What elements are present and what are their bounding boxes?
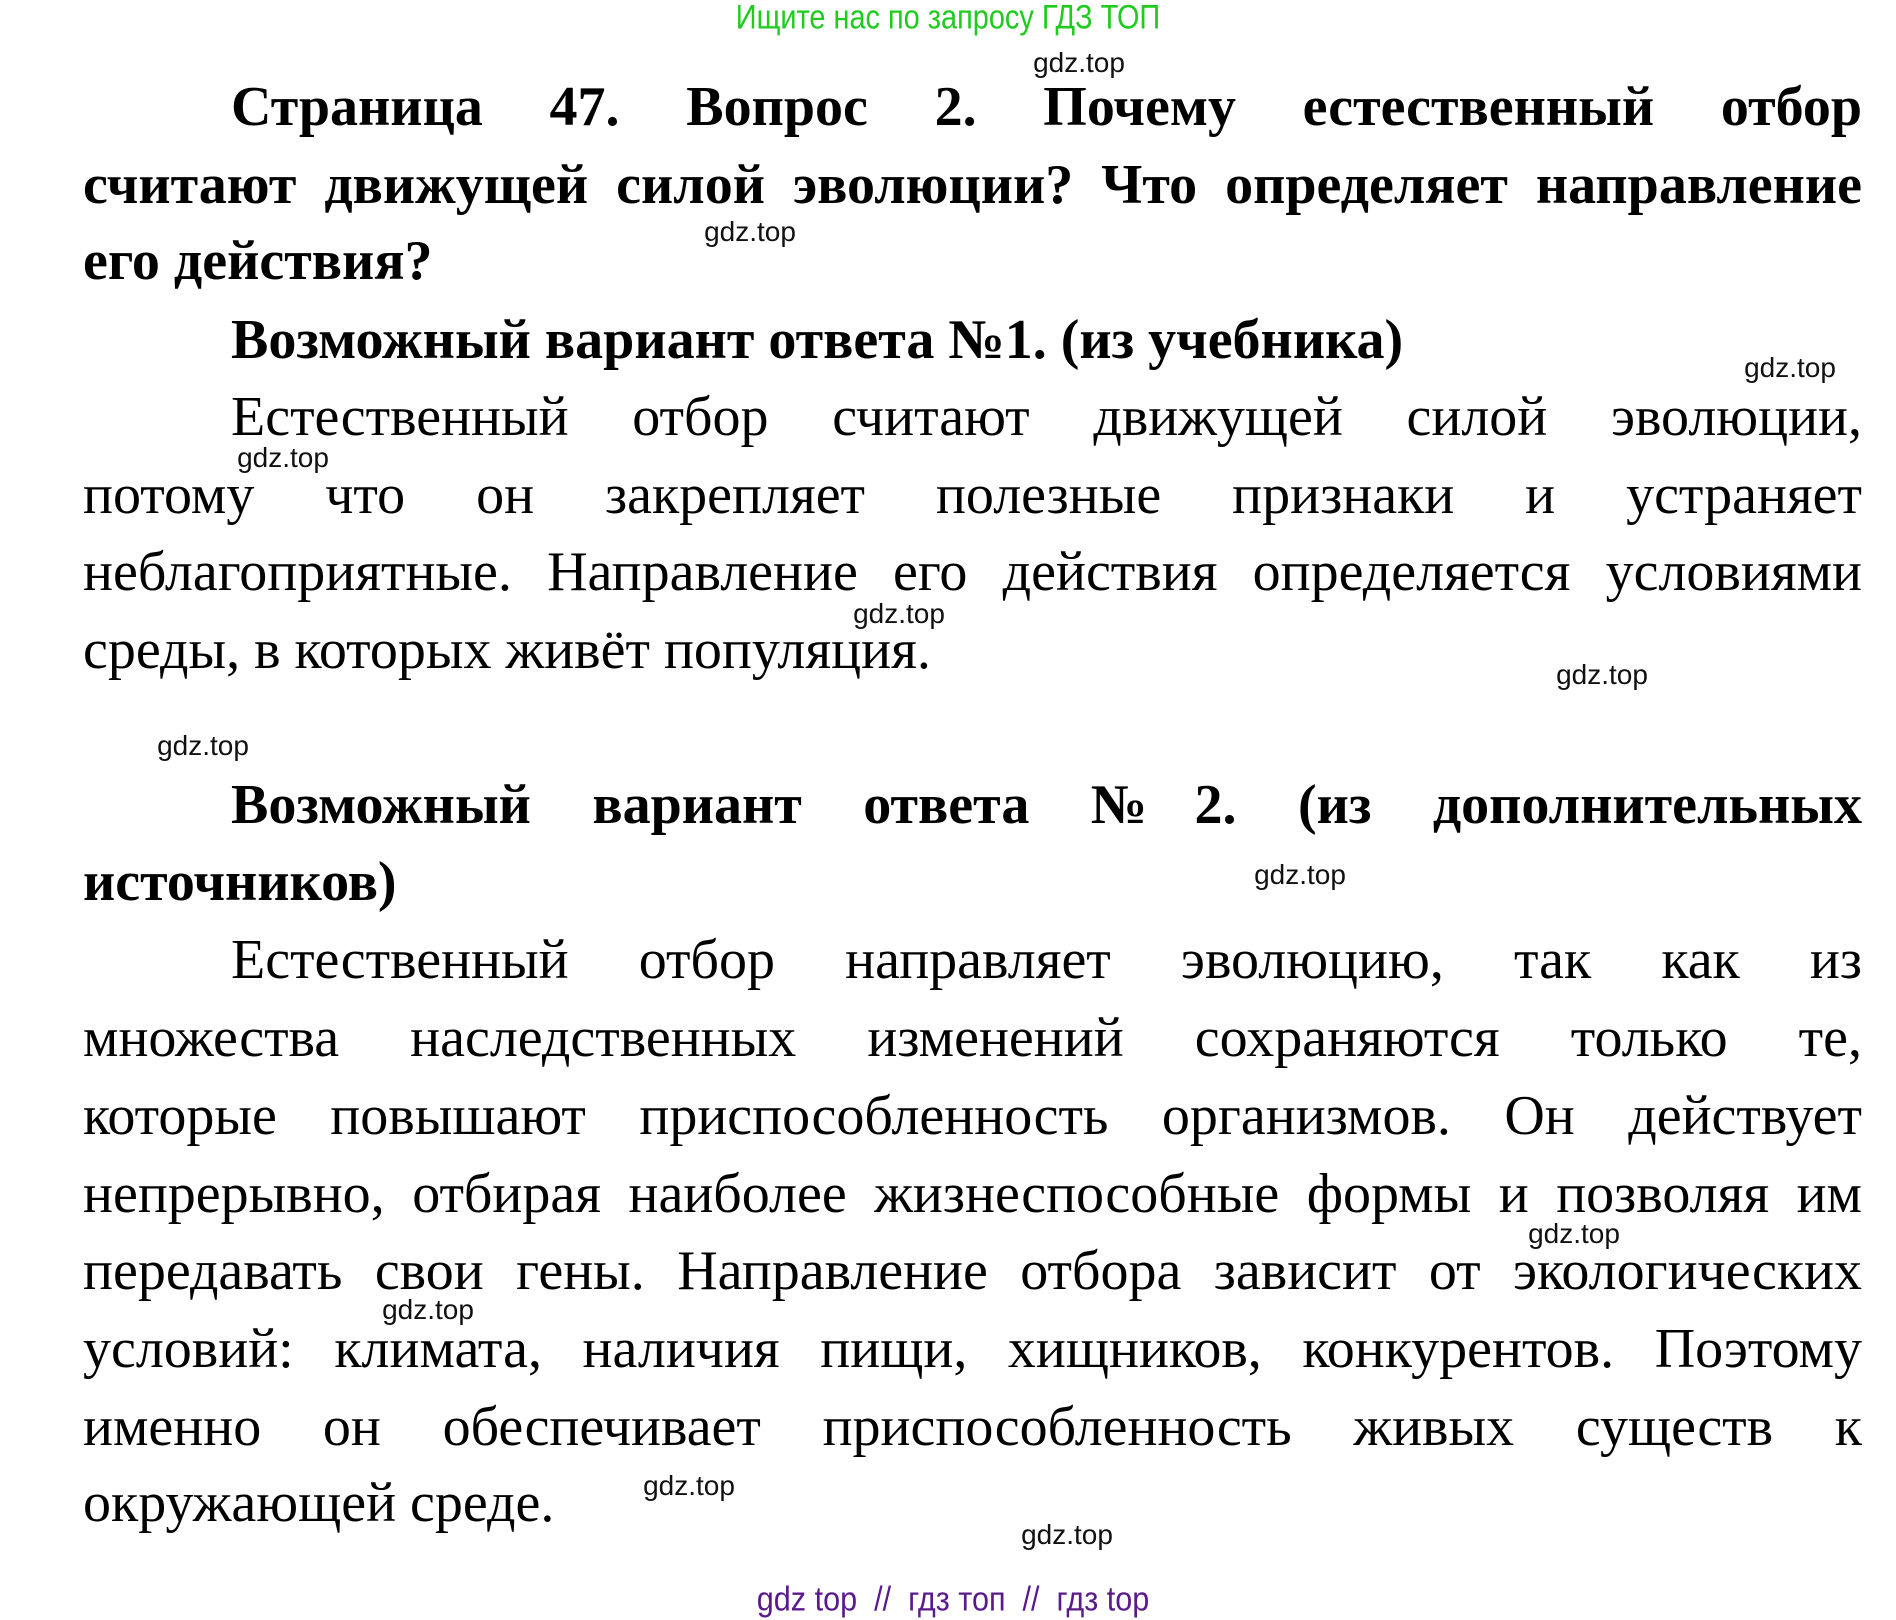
answer2-line: которые повышают приспособленность организмов. Он действует bbox=[83, 1085, 1862, 1147]
watermark: gdz.top bbox=[704, 216, 796, 247]
watermark: gdz.top bbox=[157, 730, 249, 761]
answer2-heading: Возможный вариант ответа №2. (из дополнительных bbox=[231, 774, 1862, 836]
question-title-line: Страница 47. Вопрос 2. Почему естественный отбор bbox=[231, 76, 1862, 138]
watermark: gdz.top bbox=[853, 598, 945, 629]
answer2-line: Естественный отбор направляет эволюцию, так как из bbox=[231, 929, 1862, 991]
watermark: gdz.top bbox=[1744, 352, 1836, 383]
question-title-line: его действия? bbox=[83, 230, 433, 292]
answer2-line: условий: климата, наличия пищи, хищников, конкурентов. Поэтому bbox=[83, 1318, 1862, 1380]
answer1-line: неблагоприятные. Направление его действия определяется условиями bbox=[83, 541, 1862, 603]
answer1-line: Естественный отбор считают движущей силой эволюции, bbox=[231, 386, 1862, 448]
answer2-line: передавать свои гены. Направление отбора зависит от экологических bbox=[83, 1240, 1862, 1302]
answer2-line: именно он обеспечивает приспособленность живых существ к bbox=[83, 1396, 1862, 1458]
watermark: gdz.top bbox=[1254, 859, 1346, 890]
answer2-heading: источников) bbox=[83, 851, 397, 913]
answer1-line: среды, в которых живёт популяция. bbox=[83, 619, 931, 681]
footer-links[interactable]: gdz top // гдз топ // гдз top bbox=[756, 1580, 1150, 1619]
answer2-line: множества наследственных изменений сохраняются только те, bbox=[83, 1007, 1862, 1069]
watermark: gdz.top bbox=[643, 1470, 735, 1501]
watermark: gdz.top bbox=[382, 1294, 474, 1325]
search-banner: Ищите нас по запросу ГДЗ ТОП bbox=[735, 0, 1161, 37]
watermark: gdz.top bbox=[1021, 1519, 1113, 1550]
answer2-line: непрерывно, отбирая наиболее жизнеспособные формы и позволяя им bbox=[83, 1163, 1862, 1225]
question-title-line: считают движущей силой эволюции? Что определяет направление bbox=[83, 154, 1862, 216]
watermark: gdz.top bbox=[1033, 47, 1125, 78]
answer2-line: окружающей среде. bbox=[83, 1472, 555, 1534]
answer1-line: потому что он закрепляет полезные признаки и устраняет bbox=[83, 464, 1862, 526]
watermark: gdz.top bbox=[237, 442, 329, 473]
watermark: gdz.top bbox=[1556, 659, 1648, 690]
watermark: gdz.top bbox=[1528, 1218, 1620, 1249]
answer1-heading: Возможный вариант ответа №1. (из учебника) bbox=[231, 309, 1404, 371]
